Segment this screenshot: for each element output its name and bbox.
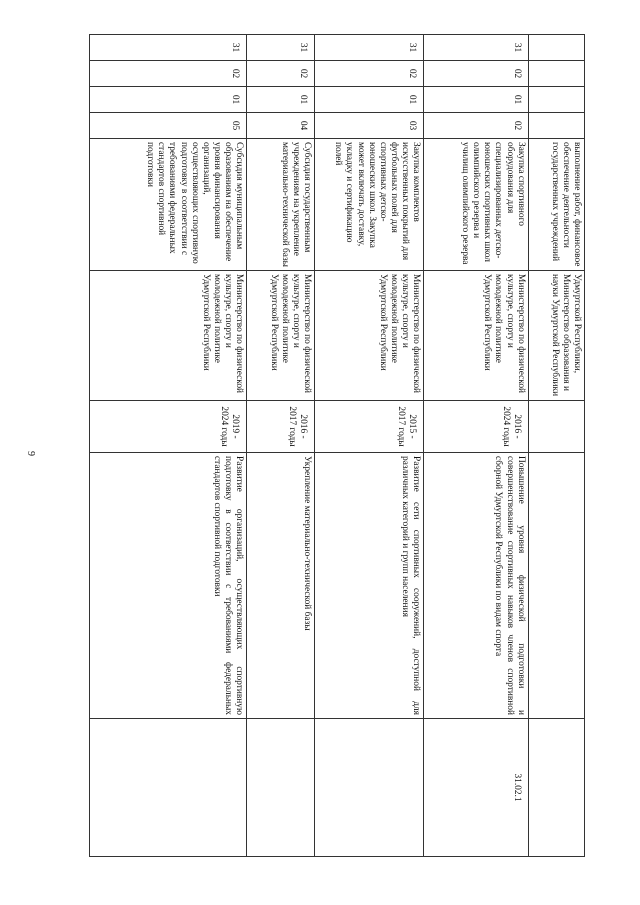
cell-task-code: 01	[246, 87, 314, 113]
cell-executor: Удмуртской Республики, Министерство образования и науки Удмуртской Республики	[528, 271, 584, 401]
cell-indicator	[90, 719, 247, 857]
cell-subprogram-code: 02	[315, 61, 424, 87]
cell-program-code	[528, 35, 584, 61]
cell-activity-name: Субсидия государственным учреждениям на укрепление материально-технической базы	[246, 139, 314, 271]
cell-activity-code: 03	[315, 113, 424, 139]
cell-expected-result: Повышение уровня физической подготовки и совершенствование спортивных навыков членов спортивной сборной Удмуртской Республики по видам спорта	[424, 453, 529, 719]
cell-executor: Министерство по физической культуре, спорту и молодежной политике Удмуртской Республики	[424, 271, 529, 401]
cell-task-code: 01	[315, 87, 424, 113]
cell-subprogram-code: 02	[90, 61, 247, 87]
cell-activity-code: 04	[246, 113, 314, 139]
table-row	[90, 35, 247, 857]
cell-expected-result: Укрепление материально-технической базы	[246, 453, 314, 719]
cell-period: 2019 - 2024 годы	[90, 401, 247, 453]
cell-indicator	[528, 719, 584, 857]
cell-program-code: 31	[424, 35, 529, 61]
cell-period: 2016 - 2017 годы	[246, 401, 314, 453]
cell-program-code: 31	[246, 35, 314, 61]
rotated-table	[89, 34, 585, 856]
cell-subprogram-code: 02	[246, 61, 314, 87]
page-number: 9	[25, 451, 36, 456]
cell-expected-result	[528, 453, 584, 719]
cell-expected-result: Развитие сети спортивных сооружений, доступной для различных категорий и групп населения	[315, 453, 424, 719]
cell-activity-name: Закупка комплектов искусственных покрытий для футбольных полей для спортивных детско-юношеских школ. Закупка может включать доставку, укладку и сертификацию полей	[315, 139, 424, 271]
cell-subprogram-code	[528, 61, 584, 87]
cell-period: 2016 - 2024 годы	[424, 401, 529, 453]
cell-activity-name: Закупка спортивного оборудования для специализированных детско-юношеских спортивных школ олимпийского резерва и училищ олимпийского резерва	[424, 139, 529, 271]
table-row	[424, 35, 529, 857]
cell-period: 2015 - 2017 годы	[315, 401, 424, 453]
cell-expected-result: Развитие организаций, осуществляющих спортивную подготовку в соответствии с требованиями федеральных стандартов спортивной подготовки	[90, 453, 247, 719]
cell-executor: Министерство по физической культуре, спорту и молодежной политике Удмуртской Республики	[246, 271, 314, 401]
cell-activity-code: 02	[424, 113, 529, 139]
cell-executor: Министерство по физической культуре, спорту и молодежной политике Удмуртской Республики	[90, 271, 247, 401]
program-activities-table	[89, 34, 585, 857]
cell-task-code: 01	[424, 87, 529, 113]
table-row	[246, 35, 314, 857]
cell-task-code: 01	[90, 87, 247, 113]
cell-program-code: 31	[315, 35, 424, 61]
cell-indicator: 31.02.1	[424, 719, 529, 857]
table-row	[528, 35, 584, 857]
cell-indicator	[315, 719, 424, 857]
cell-period	[528, 401, 584, 453]
cell-subprogram-code: 02	[424, 61, 529, 87]
cell-activity-code	[528, 113, 584, 139]
cell-indicator	[246, 719, 314, 857]
cell-program-code: 31	[90, 35, 247, 61]
cell-executor: Министерство по физической культуре, спорту и молодежной политике Удмуртской Республики	[315, 271, 424, 401]
cell-activity-name: выполнение работ, финансовое обеспечение деятельности государственных учреждений	[528, 139, 584, 271]
cell-activity-name: Субсидия муниципальным образованиям на обеспечение уровня финансирования организаций, осуществляющих спортивную подготовку в соответствии с требованиями федеральных стандартов спортивной подготовки	[90, 139, 247, 271]
program-table-container	[89, 34, 585, 856]
table-row	[315, 35, 424, 857]
cell-activity-code: 05	[90, 113, 247, 139]
cell-task-code	[528, 87, 584, 113]
